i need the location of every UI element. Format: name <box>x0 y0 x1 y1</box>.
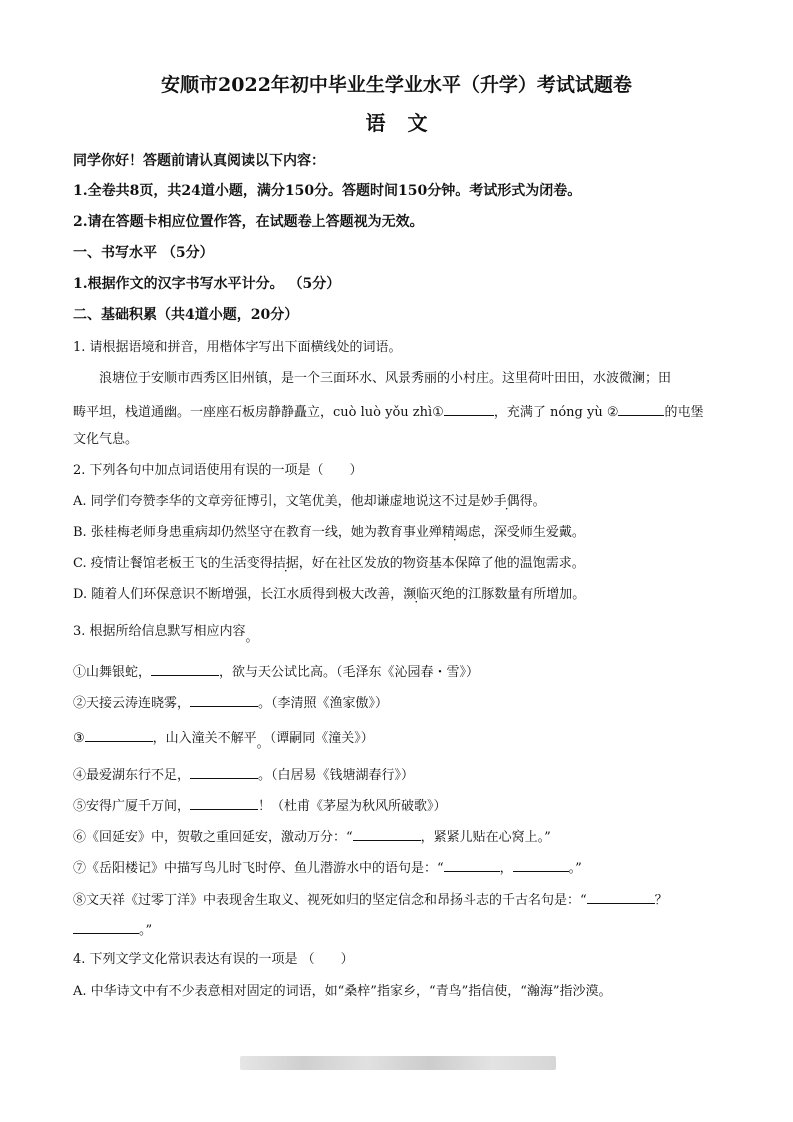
answer-blank[interactable] <box>190 796 258 810</box>
question-3-line-3: ③ ，山入潼关不解平。（谭嗣同《潼关》） <box>73 728 374 747</box>
answer-blank[interactable] <box>151 662 219 676</box>
section-2-heading: 二、基础积累（共4道小题，20分） <box>73 307 299 323</box>
answer-blank[interactable] <box>618 402 664 416</box>
question-3-line-4: ④最爱湖东行不足， 。（白居易《钱塘湖春行》） <box>73 765 414 784</box>
question-3-line-1: ①山舞银蛇， ，欲与天公试比高。（毛泽东《沁园春・雪》） <box>73 662 479 681</box>
answer-blank[interactable] <box>513 858 569 872</box>
answer-blank[interactable] <box>190 693 258 707</box>
answer-blank[interactable] <box>353 827 421 841</box>
subject-title: 语文 <box>365 111 450 135</box>
exam-title: 安顺市2022年初中毕业生学业水平（升学）考试试题卷 <box>161 74 632 96</box>
question-1-passage-line-1: 浪塘位于安顺市西秀区旧州镇，是一个三面环水、风景秀丽的小村庄。这里荷叶田田，水波微澜；田 <box>99 371 672 386</box>
question-2-stem: 2. 下列各句中加点词语使用有误的一项是（ ） <box>73 463 363 478</box>
question-3-line-5: ⑤安得广厦千万间， ！（杜甫《茅屋为秋风所破歌》） <box>73 796 447 815</box>
question-3-line-8: ⑧文天祥《过零丁洋》中表现舍生取义、视死如归的坚定信念和昂扬斗志的千古名句是：“ ？ <box>73 890 668 909</box>
question-3-line-2: ②天接云涛连晓雾， 。（李清照《渔家傲》） <box>73 693 388 712</box>
answer-blank[interactable] <box>444 402 494 416</box>
answer-blank[interactable] <box>85 728 153 742</box>
question-4-option-a: A. 中华诗文中有不少表意相对固定的词语，如“桑梓”指家乡，“青鸟”指信使，“瀚海”指沙漠。 <box>73 984 612 999</box>
answer-blank[interactable] <box>73 920 139 934</box>
answer-blank[interactable] <box>587 890 655 904</box>
answer-blank[interactable] <box>190 765 258 779</box>
question-2-option-c: C. 疫情让餐馆老板王飞的生活变得拮据，好在社区发放的物资基本保障了他的温饱需求。 <box>73 556 585 571</box>
section-1-heading: 一、书写水平 （5分） <box>73 245 214 261</box>
question-3-line-7: ⑦《岳阳楼记》中描写鸟儿时飞时停、鱼儿潜游水中的语句是：“ ， 。” <box>73 858 582 877</box>
section-1-item: 1.根据作文的汉字书写水平计分。 （5分） <box>73 276 341 292</box>
question-3-line-6: ⑥《回延安》中，贺敬之重回延安，激动万分：“ ，紧紧儿贴在心窝上。” <box>73 827 551 846</box>
blurred-watermark <box>240 1056 556 1070</box>
question-2-option-d: D. 随着人们环保意识不断增强，长江水质得到极大改善，濒临灭绝的江豚数量有所增加。 <box>73 587 586 602</box>
question-3-line-8-continued: 。” <box>73 920 152 939</box>
question-1-passage-line-3: 文化气息。 <box>73 432 139 447</box>
question-3-stem: 3. 根据所给信息默写相应内容。 <box>73 624 259 645</box>
question-2-option-b: B. 张桂梅老师身患重病却仍然坚守在教育一线，她为教育事业殚精竭虑，深受师生爱戴。 <box>73 525 585 540</box>
notice-rule-1: 1.全卷共8页，共24道小题，满分150分。答题时间150分钟。考试形式为闭卷。 <box>73 183 582 199</box>
question-2-option-a: A. 同学们夸赞李华的文章旁征博引，文笔优美，他却谦虚地说这不过是妙手偶得。 <box>73 494 546 509</box>
notice-greeting: 同学你好！答题前请认真阅读以下内容： <box>73 153 325 169</box>
notice-rule-2: 2.请在答题卡相应位置作答，在试题卷上答题视为无效。 <box>73 214 424 230</box>
answer-blank[interactable] <box>444 858 500 872</box>
question-1-stem: 1. 请根据语境和拼音，用楷体字写出下面横线处的词语。 <box>73 340 402 355</box>
question-1-passage-line-2: 畴平坦，栈道通幽。一座座石板房静静矗立，cuò luò yǒu zhì① ，充满了 nóng yù ② 的屯堡 <box>73 402 704 421</box>
question-4-stem: 4. 下列文学文化常识表达有误的一项是 （ ） <box>73 952 354 967</box>
